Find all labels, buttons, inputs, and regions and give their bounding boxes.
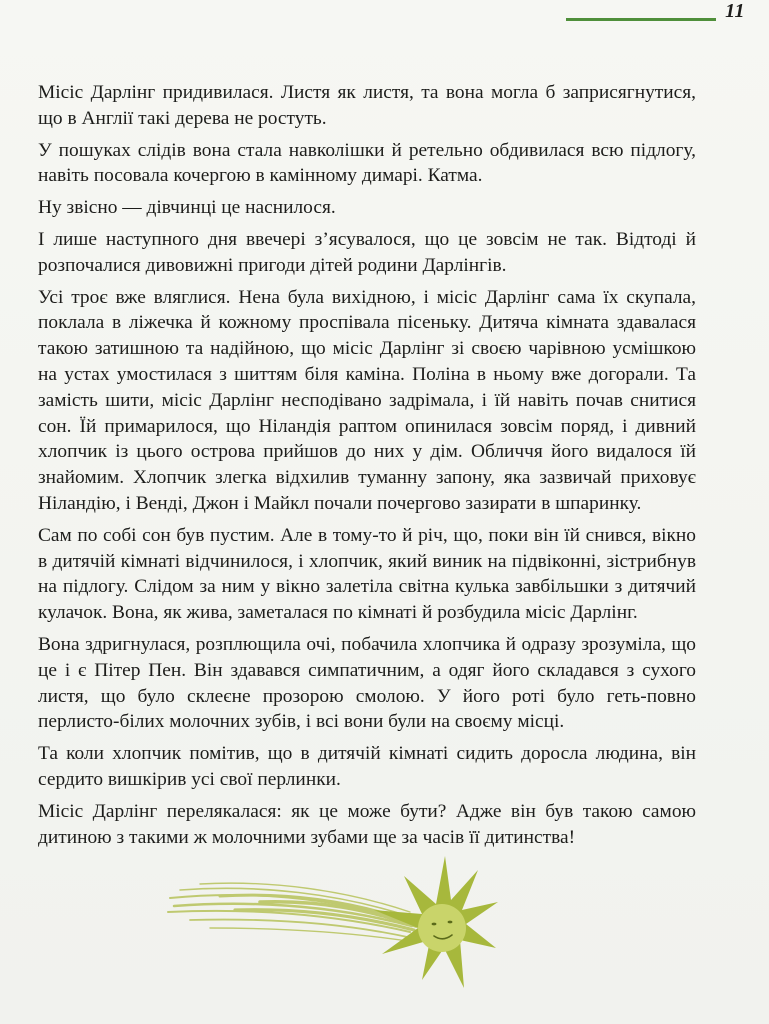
paragraph-3: Ну звісно — дівчинці це наснилося. xyxy=(38,197,336,219)
paragraph-5: Усі троє вже вляглися. Нена була вихідною, і місіс Дарлінг сама їх скупала, поклала в ліжечка й кожному проспівала пісеньку. Дитяча кімната здавалася такою затишною та надійною, що місіс Дарлінг зі своєю чарівною усмішкою на устах умостилася з шиттям біля каміна. Поліна в ньому вже догорали. Та замість шити, місіс Дарлінг несподівано задрімала, і їй навіть почав снитися сон. Їй примарилося, що Ніландія раптом опинилася зовсім поряд, і дивний хлопчик із цього острова прийшов до них у дім. Обличчя його видалося їй знайомим. Хлопчик злегка відхилив туманну запону, яка зазвичай приховує Ніландію, і Венді, Джон і Майкл почали почергово зазирати в шпаринку. xyxy=(38,286,696,514)
page-number: 11 xyxy=(725,0,745,22)
body-text xyxy=(38,80,696,856)
trail-strokes xyxy=(168,883,416,942)
paragraph-1: Місіс Дарлінг придивилася. Листя як листя, та вона могла б заприсягнутися, що в Англії такі дерева не ростуть. xyxy=(38,82,696,129)
header-rule xyxy=(566,18,716,21)
paragraph-9: Місіс Дарлінг перелякалася: як це може бути? Адже він був такою самою дитиною з такими ж молочними зубами ще за часів її дитинства! xyxy=(38,800,696,848)
paragraph-2: У пошуках слідів вона стала навколішки й ретельно обдивилася всю підлогу, навіть посовала кочергою в камінному димарі. Катма. xyxy=(38,139,696,187)
paragraph-7: Вона здригнулася, розплющила очі, побачила хлопчика й одразу зрозуміла, що це і є Пітер Пен. Він здавався симпатичним, а одяг його складався з сухого листя, що було склеєне прозорою смолою. У його роті було геть-повно перлисто-білих молочних зубів, і всі вони були на своєму місці. xyxy=(38,633,696,733)
paragraph-8: Та коли хлопчик помітив, що в дитячій кімнаті сидить доросла людина, він сердито вишкірив усі свої перлинки. xyxy=(38,743,696,790)
paragraph-6: Сам по собі сон був пустим. Але в тому-то й річ, що, поки він їй снився, вікно в дитячій кімнаті відчинилося, і хлопчик, який виник на підвіконні, зістрибнув на підлогу. Слідом за ним у вікно залетіла світна кулька завбільшки з дитячий кулачок. Вона, як жива, заметалася по кімнаті й розбудила місіс Дарлінг. xyxy=(38,524,696,624)
paragraph-4: І лише наступного дня ввечері з’ясувалося, що це зовсім не так. Відтоді й розпочалися дивовижні пригоди дітей родини Дарлінгів. xyxy=(38,228,696,276)
fairy-star-icon xyxy=(160,850,500,1000)
